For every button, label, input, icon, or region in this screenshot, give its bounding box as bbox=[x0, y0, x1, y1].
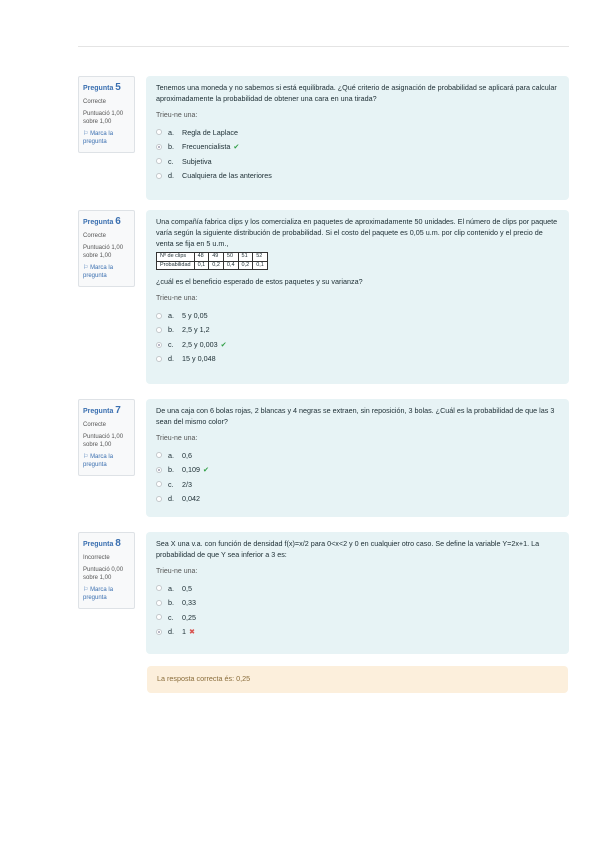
question-8 bbox=[78, 532, 569, 654]
radio-button[interactable] bbox=[156, 600, 162, 606]
question-text: Sea X una v.a. con función de densidad f(x)=x/2 para 0<x<2 y 0 en cualquier otro caso. Se define la variable Y=2x+1. La probabilidad de que Y sea inferior a 3 es: bbox=[156, 539, 540, 560]
answer-option-b[interactable]: b. 0,109 ✔ bbox=[156, 463, 559, 478]
flag-icon: ⚐ bbox=[83, 264, 89, 271]
question-text-2: ¿cuál es el beneficio esperado de estos paquetes y su varianza? bbox=[156, 277, 363, 287]
radio-button[interactable] bbox=[156, 585, 162, 591]
question-grade: Puntuació 1,00 sobre 1,00 bbox=[83, 110, 124, 125]
flag-question-link[interactable]: ⚐ Marca la pregunta bbox=[83, 586, 114, 601]
question-content bbox=[146, 532, 569, 654]
flag-question-link[interactable]: ⚐ Marca la pregunta bbox=[83, 264, 114, 279]
radio-button[interactable] bbox=[156, 129, 162, 135]
question-info bbox=[78, 210, 135, 287]
radio-button[interactable] bbox=[156, 144, 162, 150]
question-content bbox=[146, 210, 569, 384]
question-number: Pregunta 6 bbox=[83, 216, 121, 227]
flag-icon: ⚐ bbox=[83, 453, 89, 460]
answer-option-d[interactable]: d. 1 ✖ bbox=[156, 625, 559, 640]
answer-prompt: Trieu-ne una: bbox=[156, 112, 198, 120]
question-6 bbox=[78, 210, 569, 384]
answer-option-c[interactable]: c. 0,25 bbox=[156, 610, 559, 625]
radio-button[interactable] bbox=[156, 313, 162, 319]
question-text: Tenemos una moneda y no sabemos si está equilibrada. ¿Qué criterio de asignación de probabilidad se aplicará para calcular aproximadamente la probabilidad de obtener una cara en una tirada? bbox=[156, 83, 557, 104]
question-info bbox=[78, 399, 135, 476]
question-number: Pregunta 7 bbox=[83, 405, 121, 416]
flag-question-link[interactable]: ⚐ Marca la pregunta bbox=[83, 453, 114, 468]
answer-option-b[interactable]: b. 0,33 bbox=[156, 596, 559, 611]
answer-option-a[interactable]: a. 5 y 0,05 bbox=[156, 308, 559, 323]
question-number: Pregunta 8 bbox=[83, 538, 121, 549]
radio-button[interactable] bbox=[156, 342, 162, 348]
answer-prompt: Trieu-ne una: bbox=[156, 435, 198, 443]
question-text: De una caja con 6 bolas rojas, 2 blancas y 4 negras se extraen, sin reposición, 3 bolas. ¿Cuál es la probabilidad de que las 3 sean del mismo color? bbox=[156, 406, 555, 427]
question-content bbox=[146, 76, 569, 200]
question-5 bbox=[78, 76, 569, 200]
question-7 bbox=[78, 399, 569, 517]
radio-button[interactable] bbox=[156, 158, 162, 164]
table-row: Nº de clips 48 49 50 51 52 bbox=[157, 253, 268, 261]
radio-button[interactable] bbox=[156, 496, 162, 502]
question-number: Pregunta 5 bbox=[83, 82, 121, 93]
radio-button[interactable] bbox=[156, 614, 162, 620]
radio-button[interactable] bbox=[156, 327, 162, 333]
answer-option-a[interactable]: a. Regla de Laplace bbox=[156, 125, 559, 140]
radio-button[interactable] bbox=[156, 356, 162, 362]
radio-button[interactable] bbox=[156, 481, 162, 487]
question-grade: Puntuació 1,00 sobre 1,00 bbox=[83, 244, 124, 259]
answer-prompt: Trieu-ne una: bbox=[156, 568, 198, 576]
question-state: Correcte bbox=[83, 421, 107, 428]
question-state: Incorrecte bbox=[83, 554, 110, 561]
answer-option-d[interactable]: d. Cualquiera de las anteriores bbox=[156, 169, 559, 184]
flag-icon: ⚐ bbox=[83, 130, 89, 137]
question-state: Correcte bbox=[83, 232, 107, 239]
answer-option-c[interactable]: c. Subjetiva bbox=[156, 154, 559, 169]
flag-icon: ⚐ bbox=[83, 586, 89, 593]
answer-option-d[interactable]: d. 15 y 0,048 bbox=[156, 352, 559, 367]
question-grade: Puntuació 1,00 sobre 1,00 bbox=[83, 433, 124, 448]
flag-question-link[interactable]: ⚐ Marca la pregunta bbox=[83, 130, 114, 145]
check-icon: ✔ bbox=[203, 465, 210, 475]
answer-option-d[interactable]: d. 0,042 bbox=[156, 492, 559, 507]
question-content bbox=[146, 399, 569, 517]
answer-option-c[interactable]: c. 2/3 bbox=[156, 477, 559, 492]
correct-answer-feedback: La resposta correcta és: 0,25 bbox=[147, 666, 568, 693]
radio-button[interactable] bbox=[156, 467, 162, 473]
question-state: Correcte bbox=[83, 98, 107, 105]
answer-option-b[interactable]: b. 2,5 y 1,2 bbox=[156, 323, 559, 338]
check-icon: ✔ bbox=[220, 339, 227, 349]
question-text: Una compañía fabrica clips y los comercializa en paquetes de aproximadamente 50 unidades. El número de clips por paquete varía según la siguiente distribución de probabilidad. Si el costo del paquete es 0,05 u.m. por clip contenido y el precio de venta se fija en 5 u.m., bbox=[156, 217, 558, 249]
question-info bbox=[78, 76, 135, 153]
answer-option-c[interactable]: c. 2,5 y 0,003 ✔ bbox=[156, 337, 559, 352]
question-info bbox=[78, 532, 135, 609]
answer-option-b[interactable]: b. Frecuencialista ✔ bbox=[156, 140, 559, 155]
answer-option-a[interactable]: a. 0,5 bbox=[156, 581, 559, 596]
distribution-table bbox=[156, 252, 268, 270]
radio-button[interactable] bbox=[156, 629, 162, 635]
answer-prompt: Trieu-ne una: bbox=[156, 295, 198, 303]
divider bbox=[78, 46, 569, 47]
table-row: Probabilidad 0,1 0,2 0,4 0,2 0,1 bbox=[157, 261, 268, 269]
cross-icon: ✖ bbox=[189, 627, 196, 637]
radio-button[interactable] bbox=[156, 173, 162, 179]
check-icon: ✔ bbox=[233, 142, 240, 152]
radio-button[interactable] bbox=[156, 452, 162, 458]
answer-option-a[interactable]: a. 0,6 bbox=[156, 448, 559, 463]
question-grade: Puntuació 0,00 sobre 1,00 bbox=[83, 566, 124, 581]
